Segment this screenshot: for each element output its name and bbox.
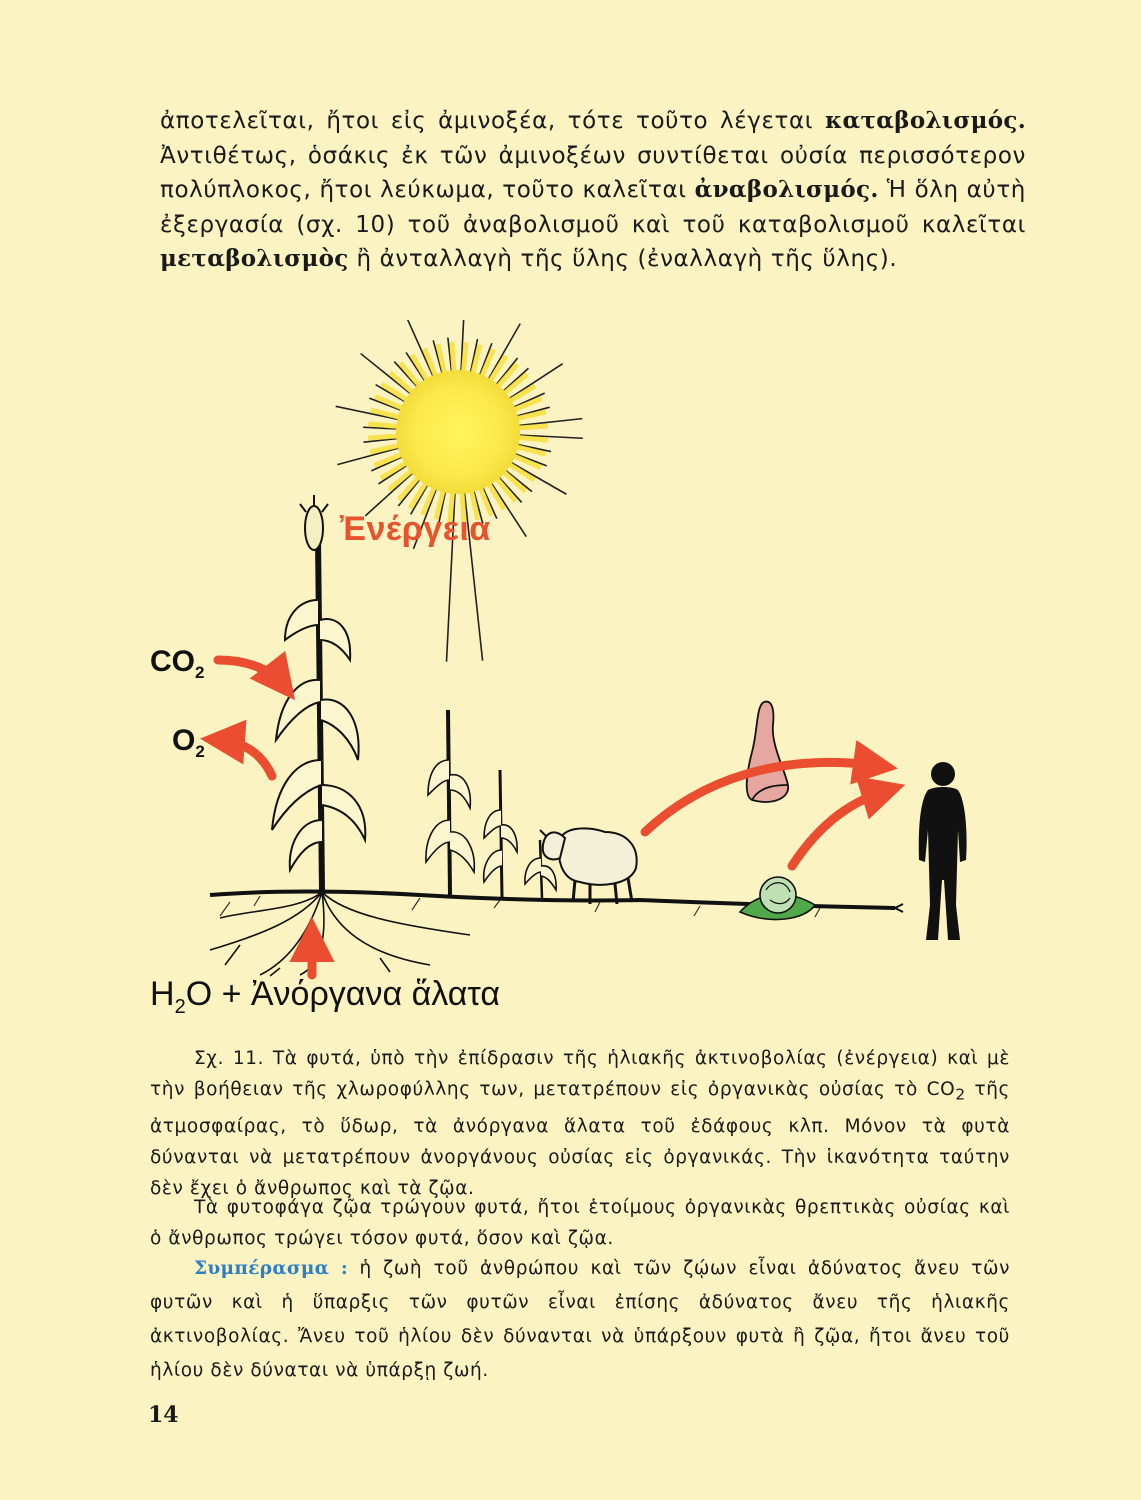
corn-plant-icon	[272, 495, 365, 890]
sheep-icon	[540, 828, 637, 904]
vegetable-icon	[740, 877, 815, 919]
intro-paragraph	[160, 104, 1026, 277]
human-silhouette-icon	[919, 762, 967, 940]
sun-icon	[336, 320, 583, 662]
small-corn-plants-icon	[426, 710, 556, 898]
co2-label: $CO_2$	[150, 645, 205, 682]
figure-caption: Σχ. 11. Τὰ φυτά, ὑπὸ τὴν ἐπίδρασιν τῆς ἡλιακῆς ἀκτινοβολίας (ἐνέργεια) καὶ μὲ τὴν βοήθειαν τῆς χλωροφύλλης των, μετατρέπουν εἰς ὀργανικὰς οὐσίας τὸ $CO_2$ τῆς ἀτμοσφαίρας, τὸ ὕδωρ, τὰ ἀνόργανα ἅλατα τοῦ ἐδάφους κλπ. Μόνον τὰ φυτὰ δύνανται νὰ μετατρέπουν ἀνοργάνους οὐσίας εἰς ὀργανικάς. Τὴν ἱκανότητα ταύτην δὲν ἔχει ὁ ἄνθρωπος καὶ τὰ ζῷα.	[150, 1048, 1010, 1199]
energy-label: Ἐνέργεια	[340, 510, 491, 548]
keyword-catabolism: καταβολισμός.	[824, 107, 1026, 134]
intro-text-1: ἀποτελεῖται, ἤτοι εἰς ἀμινοξέα, τότε τοῦτο λέγεται	[160, 108, 814, 134]
herbivore-paragraph: Τὰ φυτοφάγα ζῷα τρώγουν φυτά, ἤτοι ἑτοίμους ὀργανικὰς θρεπτικὰς οὐσίας καὶ ὁ ἄνθρωπος τρώγει τόσον φυτά, ὅσον καὶ ζῷα.	[150, 1197, 1010, 1249]
page-number: 14	[148, 1402, 179, 1428]
water-salts-label: $H_2O$ + Ἀνόργανα ἅλατα	[150, 975, 500, 1018]
roots-icon	[210, 892, 470, 976]
intro-text-2: Ἀντιθέτως, ὁσάκις ἐκ τῶν ἀμινοξέων συντίθεται οὐσία περισσότερον πολύπλοκος, ἤτοι λεύκωμα, τοῦτο καλεῖται	[160, 142, 1026, 203]
conclusion-paragraph: Συμπέρασμα : ἡ ζωὴ τοῦ ἀνθρώπου καὶ τῶν ζῴων εἶναι ἀδύνατος ἄνευ τῶν φυτῶν καὶ ἡ ὕπαρξις τῶν φυτῶν εἶναι ἐπίσης ἀδύνατος ἄνευ τῆς ἡλιακῆς ἀκτινοβολίας. Ἄνευ τοῦ ἡλίου δὲν δύνανται νὰ ὑπάρξουν φυτὰ ἢ ζῷα, ἤτοι ἄνευ τοῦ ἡλίου δὲν δύναται νὰ ὑπάρξῃ ζωή.	[150, 1258, 1010, 1381]
keyword-metabolism: μεταβολισμὸς	[160, 245, 349, 272]
keyword-anabolism: ἀναβολισμός.	[694, 176, 879, 203]
conclusion-label: Συμπέρασμα :	[194, 1258, 349, 1279]
meat-icon	[747, 702, 788, 802]
intro-text-3: Ἡ ὅλη αὐτὴ ἐξεργασία (σχ. 10) τοῦ ἀναβολισμοῦ καὶ τοῦ καταβολισμοῦ καλεῖται	[160, 177, 1026, 238]
o2-label: $O_2$	[172, 724, 205, 761]
intro-text-4: ἢ ἀνταλλαγὴ τῆς ὕλης (ἐναλλαγὴ τῆς ὕλης).	[356, 246, 898, 272]
